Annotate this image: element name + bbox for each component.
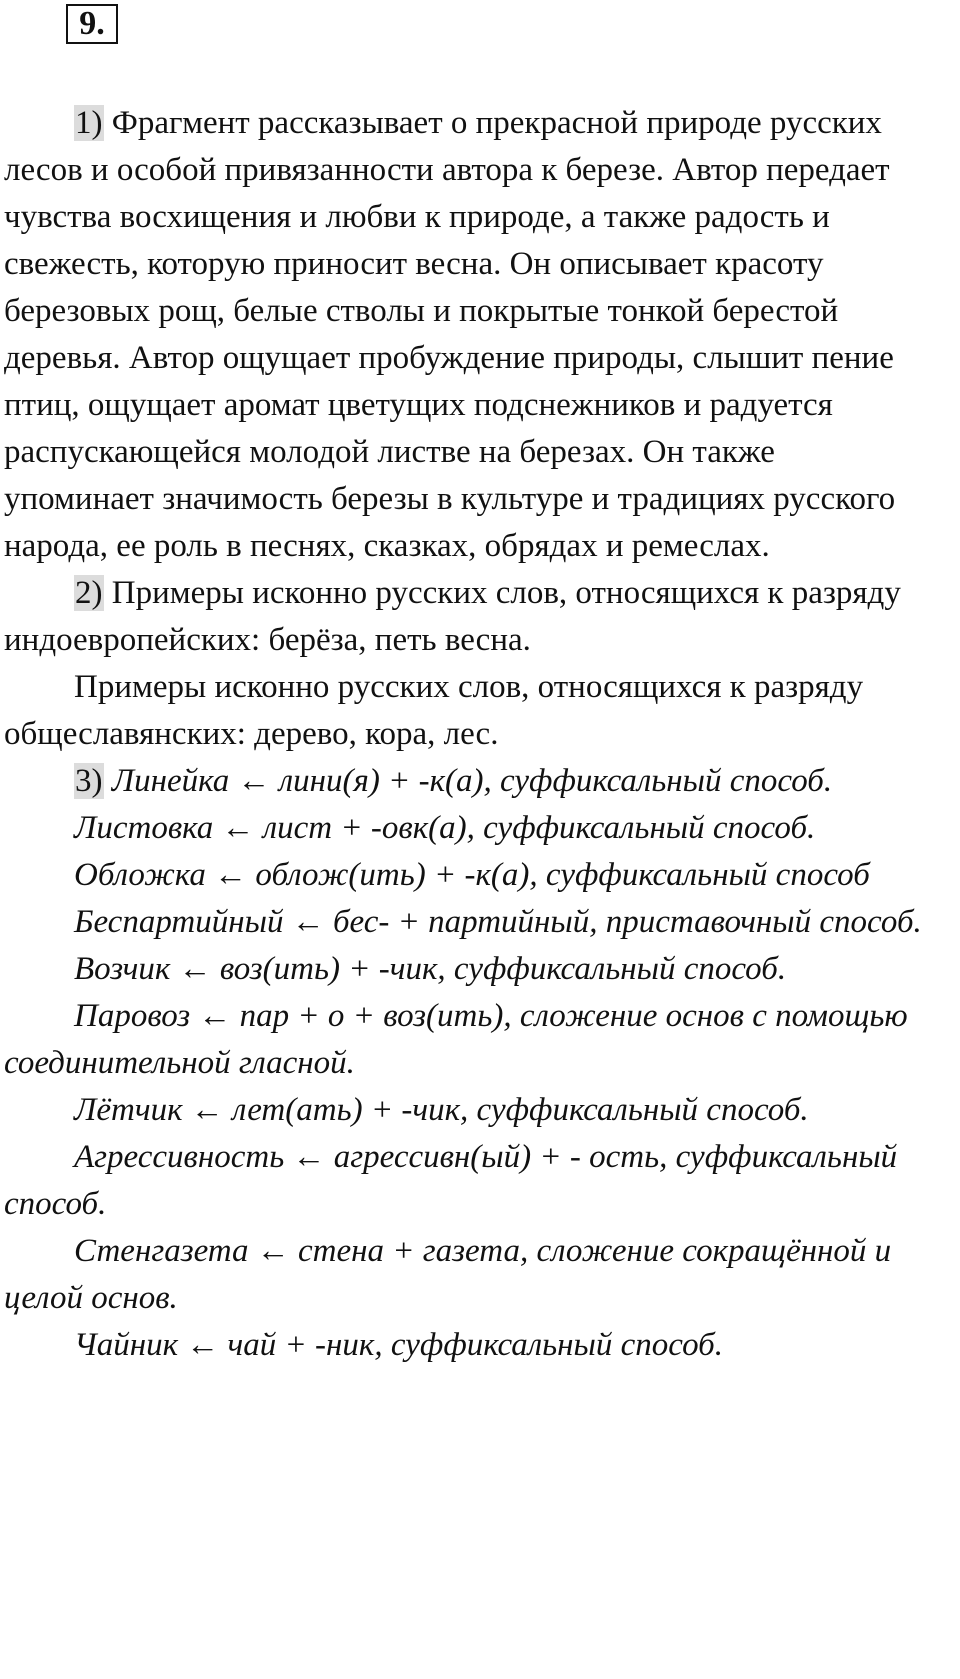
- example-text: Линейка ← лини(я) + -к(а), суффиксальный способ.: [111, 763, 833, 799]
- word-formation-example: Возчик ← воз(ить) + -чик, суффиксальный способ.: [74, 951, 787, 987]
- word-formation-example: Паровоз ← пар + о + воз(ить), сложение основ с помощью соединительной гласной.: [4, 998, 908, 1081]
- word-formation-example: Беспартийный ← бес- + партийный, приставочный способ.: [74, 904, 922, 940]
- word-formation-example: Чайник ← чай + -ник, суффиксальный способ.: [74, 1327, 724, 1363]
- item-marker-1: 1): [75, 105, 103, 141]
- word-formation-example: Обложка ← облож(ить) + -к(а), суффиксальный способ: [74, 857, 870, 893]
- answer-content: [4, 100, 924, 1369]
- task-number: 9.: [66, 4, 118, 44]
- word-formation-example: [4, 758, 924, 805]
- paragraph-2b: Примеры исконно русских слов, относящихся к разряду общеславянских: дерево, кора, лес.: [4, 669, 864, 752]
- word-formation-example: Агрессивность ← агрессивн(ый) + - ость, суффиксальный способ.: [4, 1139, 898, 1222]
- paragraph-2-text: Примеры исконно русских слов, относящихся к разряду индоевропейских: берёза, петь весна.: [4, 575, 901, 658]
- paragraph-1-text: Фрагмент рассказывает о прекрасной природе русских лесов и особой привязанности автора к березе. Автор передает чувства восхищения и любви к природе, а также радость и свежесть, которую приносит весна. Он описывает красоту березовых рощ, белые стволы и покрытые тонкой берестой деревья. Автор ощущает пробуждение природы, слышит пение птиц, ощущает аромат цветущих подснежников и радуется распускающейся молодой листве на березах. Он также упоминает значимость березы в культуре и традициях русского народа, ее роль в песнях, сказках, обрядах и ремеслах.: [4, 105, 896, 564]
- word-formation-example: Стенгазета ← стена + газета, сложение сокращённой и целой основ.: [4, 1233, 892, 1316]
- item-marker-3: 3): [75, 763, 103, 799]
- paragraph-2: [4, 570, 924, 664]
- word-formation-example: Лётчик ← лет(ать) + -чик, суффиксальный способ.: [74, 1092, 809, 1128]
- paragraph-1: [4, 100, 924, 570]
- item-marker-2: 2): [75, 575, 103, 611]
- word-formation-example: Листовка ← лист + -овк(а), суффиксальный способ.: [74, 810, 816, 846]
